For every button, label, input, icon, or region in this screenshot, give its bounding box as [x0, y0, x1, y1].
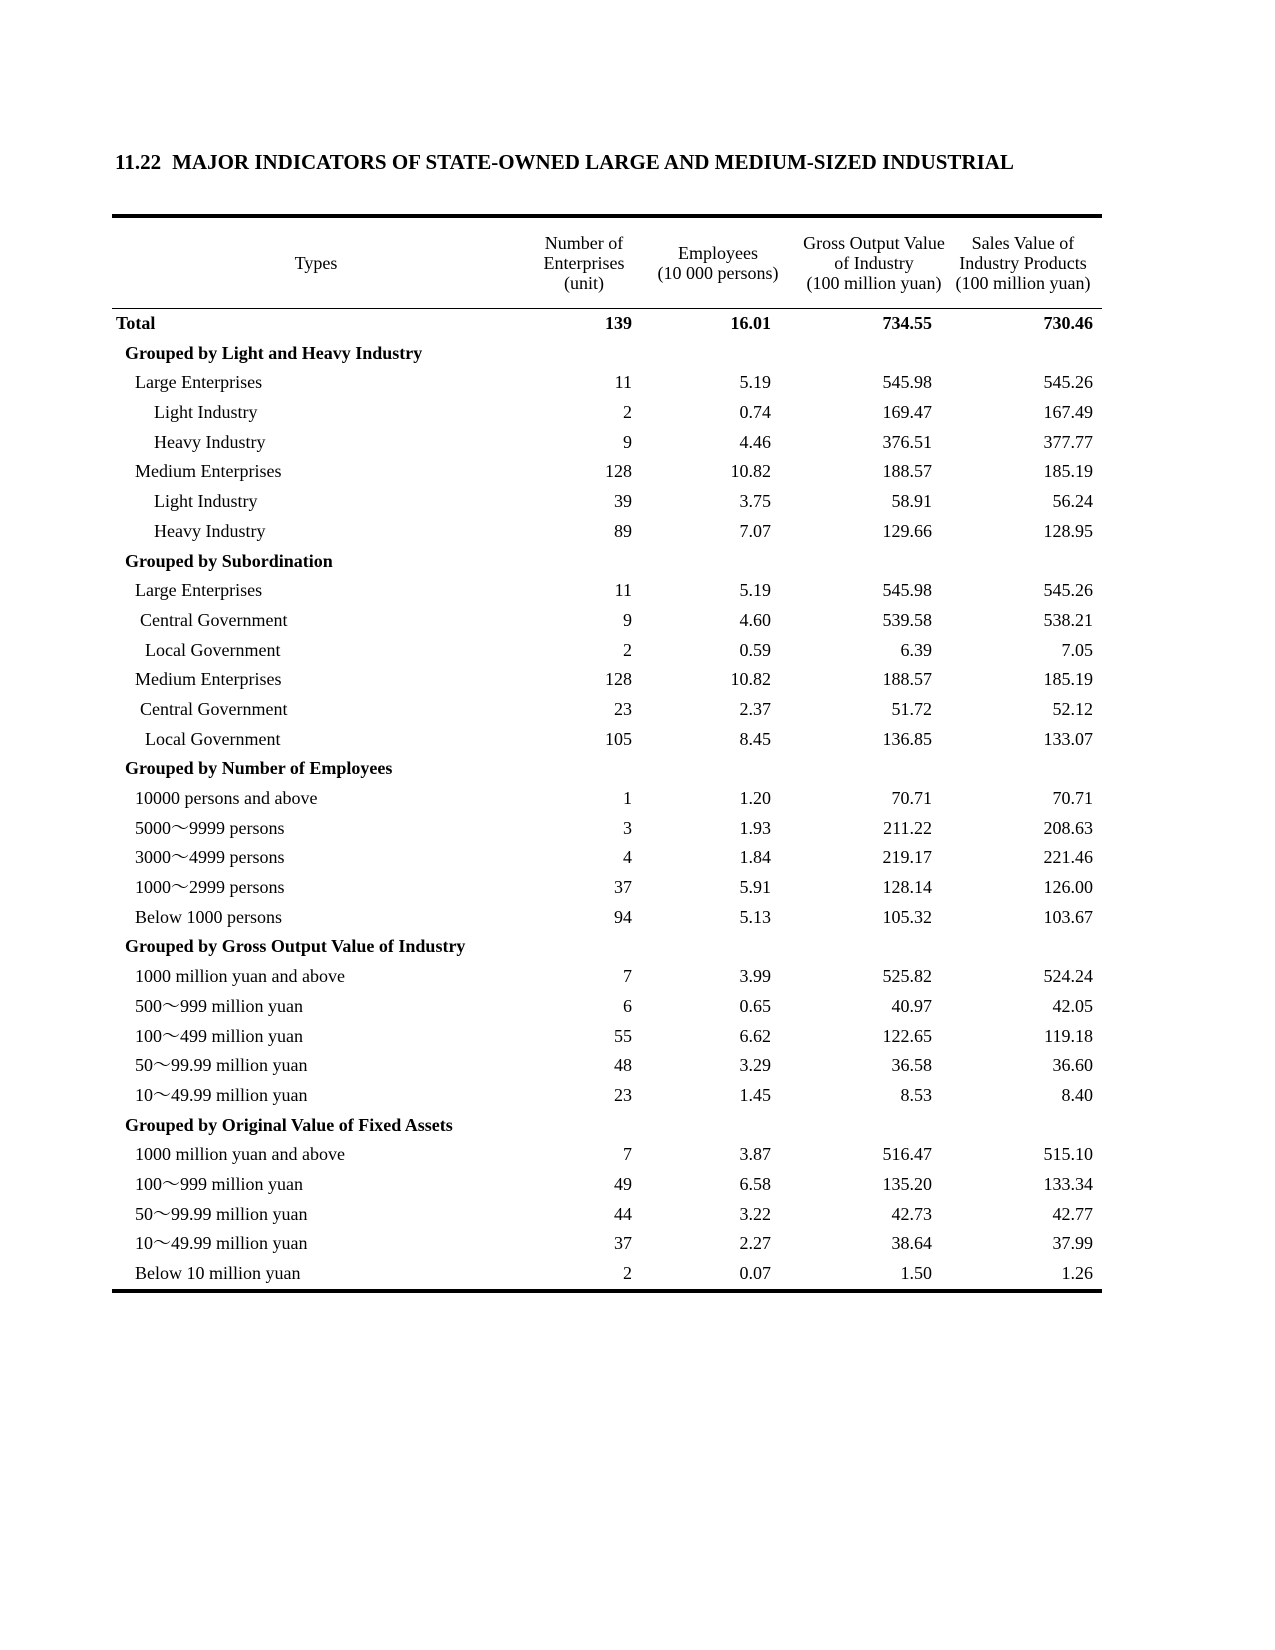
table-row	[112, 695, 1102, 725]
gross-output-value: 734.55	[882, 313, 932, 333]
row-label: Below 10 million yuan	[135, 1263, 301, 1283]
header-sales-value-line: Sales Value of	[971, 233, 1075, 253]
employees-value: 0.65	[739, 995, 771, 1016]
enterprises-value: 94	[614, 906, 632, 927]
header-employees-line: (10 000 persons)	[657, 263, 779, 283]
table-body	[112, 309, 1102, 1289]
row-label: Grouped by Number of Employees	[125, 758, 393, 779]
gross-output-value: 136.85	[882, 728, 932, 749]
sales-value: 56.24	[1052, 491, 1093, 512]
row-label: Central Government	[140, 609, 288, 630]
enterprises-value: 37	[614, 1233, 632, 1254]
table-row	[112, 1051, 1102, 1081]
sales-value: 1.26	[1061, 1263, 1093, 1283]
row-label: Large Enterprises	[135, 580, 263, 601]
table-row	[112, 1229, 1102, 1259]
enterprises-value: 23	[614, 698, 632, 719]
sales-value: 221.46	[1043, 847, 1093, 868]
employees-value: 10.82	[730, 669, 771, 690]
row-label: Local Government	[145, 728, 281, 749]
sales-value: 545.26	[1043, 580, 1093, 601]
row-label: 10～49.99 million yuan	[135, 1084, 308, 1105]
row-label: 3000～4999 persons	[135, 847, 285, 868]
sales-value: 185.19	[1043, 461, 1093, 482]
employees-value: 3.29	[739, 1055, 771, 1076]
enterprises-value: 9	[623, 609, 632, 630]
employees-value: 8.45	[739, 728, 771, 749]
gross-output-value: 6.39	[900, 639, 932, 660]
row-label: Medium Enterprises	[135, 461, 282, 482]
enterprises-value: 128	[605, 669, 632, 690]
header-enterprises-line: Number of	[544, 233, 624, 253]
table-number: 11.22	[115, 150, 162, 174]
table-row	[112, 873, 1102, 903]
gross-output-value: 545.98	[882, 372, 932, 393]
gross-output-value: 188.57	[882, 461, 932, 482]
gross-output-value: 70.71	[891, 788, 932, 808]
row-label: 1000 million yuan and above	[135, 1144, 345, 1165]
row-label: 10～49.99 million yuan	[135, 1233, 308, 1254]
header-sales-value-line: (100 million yuan)	[955, 273, 1091, 293]
sales-value: 185.19	[1043, 669, 1093, 690]
header-gross-output-line: Gross Output Value	[803, 233, 945, 253]
employees-value: 4.46	[739, 431, 771, 452]
enterprises-value: 1	[623, 788, 632, 808]
table-row	[112, 814, 1102, 844]
enterprises-value: 11	[614, 372, 632, 393]
gross-output-value: 38.64	[891, 1233, 932, 1254]
sales-value: 7.05	[1061, 639, 1093, 660]
employees-value: 2.27	[739, 1233, 771, 1254]
enterprises-value: 55	[614, 1025, 632, 1046]
table-title-text: MAJOR INDICATORS OF STATE-OWNED LARGE AND MEDIUM-SIZED INDUSTRIAL	[172, 150, 1014, 174]
sales-value: 103.67	[1043, 906, 1093, 927]
employees-value: 1.84	[739, 847, 771, 868]
employees-value: 6.58	[739, 1173, 771, 1194]
row-label: Heavy Industry	[154, 431, 266, 452]
sales-value: 133.07	[1043, 728, 1093, 749]
sales-value: 730.46	[1043, 313, 1093, 333]
sales-value: 515.10	[1043, 1144, 1093, 1165]
enterprises-value: 44	[614, 1203, 632, 1224]
gross-output-value: 211.22	[883, 817, 932, 838]
table-row	[112, 665, 1102, 695]
gross-output-value: 1.50	[900, 1263, 932, 1283]
employees-value: 5.19	[739, 372, 771, 393]
header-enterprises-line: Enterprises	[543, 253, 625, 273]
header-employees	[642, 218, 794, 308]
gross-output-value: 122.65	[882, 1025, 932, 1046]
employees-value: 3.75	[739, 491, 771, 512]
gross-output-value: 129.66	[882, 520, 932, 541]
table-row	[112, 576, 1102, 606]
employees-value: 0.74	[739, 402, 771, 423]
sales-value: 36.60	[1052, 1055, 1093, 1076]
gross-output-value: 36.58	[891, 1055, 932, 1076]
row-label: Grouped by Subordination	[125, 550, 333, 571]
enterprises-value: 48	[614, 1055, 632, 1076]
gross-output-value: 539.58	[882, 609, 932, 630]
table-row	[112, 962, 1102, 992]
indicator-table	[112, 214, 1102, 1293]
enterprises-value: 89	[614, 520, 632, 541]
enterprises-value: 2	[623, 639, 632, 660]
employees-value: 5.13	[739, 906, 771, 927]
row-label: Grouped by Original Value of Fixed Assets	[125, 1114, 453, 1135]
sales-value: 70.71	[1052, 788, 1093, 808]
employees-value: 0.59	[739, 639, 771, 660]
sales-value: 133.34	[1043, 1173, 1093, 1194]
gross-output-value: 135.20	[882, 1173, 932, 1194]
header-gross-output-line: of Industry	[834, 253, 914, 273]
employees-value: 5.19	[739, 580, 771, 601]
enterprises-value: 2	[623, 1263, 632, 1283]
row-label: Light Industry	[154, 402, 258, 423]
enterprises-value: 37	[614, 877, 632, 898]
table-row	[112, 487, 1102, 517]
row-label: Grouped by Gross Output Value of Industry	[125, 936, 466, 957]
table-row	[112, 457, 1102, 487]
table-row	[112, 1081, 1102, 1111]
table-row	[112, 1022, 1102, 1052]
row-label: 1000～2999 persons	[135, 877, 285, 898]
row-label: Light Industry	[154, 491, 258, 512]
enterprises-value: 9	[623, 431, 632, 452]
header-types	[112, 218, 520, 308]
row-label: 50～99.99 million yuan	[135, 1203, 308, 1224]
gross-output-value: 128.14	[882, 877, 932, 898]
gross-output-value: 8.53	[900, 1084, 932, 1105]
row-label: Local Government	[145, 639, 281, 660]
employees-value: 1.20	[739, 788, 771, 808]
enterprises-value: 2	[623, 402, 632, 423]
table-row	[112, 398, 1102, 428]
sales-value: 119.18	[1044, 1025, 1093, 1046]
gross-output-value: 40.97	[891, 995, 932, 1016]
gross-output-value: 105.32	[882, 906, 932, 927]
employees-value: 10.82	[730, 461, 771, 482]
row-label: Central Government	[140, 698, 288, 719]
row-label: Total	[116, 313, 156, 333]
enterprises-value: 3	[623, 817, 632, 838]
enterprises-value: 11	[614, 580, 632, 601]
employees-value: 1.45	[739, 1084, 771, 1105]
gross-output-value: 58.91	[891, 491, 932, 512]
row-label: 100～999 million yuan	[135, 1173, 303, 1194]
row-label: Grouped by Light and Heavy Industry	[125, 342, 423, 363]
sales-value: 52.12	[1052, 698, 1093, 719]
header-employees-line: Employees	[678, 243, 758, 263]
gross-output-value: 219.17	[882, 847, 932, 868]
employees-value: 0.07	[739, 1263, 771, 1283]
table-row	[112, 606, 1102, 636]
table-row	[112, 517, 1102, 547]
total-row	[112, 309, 1102, 339]
group-heading-row	[112, 339, 1102, 369]
sales-value: 128.95	[1043, 520, 1093, 541]
sales-value: 377.77	[1043, 431, 1093, 452]
table-row	[112, 843, 1102, 873]
page-title	[115, 150, 1014, 175]
sales-value: 524.24	[1043, 966, 1093, 987]
table-bottom-rule	[112, 1289, 1102, 1293]
header-sales-value-line: Industry Products	[959, 253, 1087, 273]
row-label: Heavy Industry	[154, 520, 266, 541]
sales-value: 208.63	[1043, 817, 1093, 838]
enterprises-value: 7	[623, 966, 632, 987]
table-row	[112, 1259, 1102, 1289]
sales-value: 538.21	[1043, 609, 1093, 630]
row-label: 10000 persons and above	[135, 788, 318, 808]
enterprises-value: 7	[623, 1144, 632, 1165]
employees-value: 4.60	[739, 609, 771, 630]
enterprises-value: 139	[605, 313, 632, 333]
header-sales-value	[940, 218, 1106, 308]
table-row	[112, 368, 1102, 398]
table-row	[112, 992, 1102, 1022]
sales-value: 126.00	[1043, 877, 1093, 898]
row-label: 50～99.99 million yuan	[135, 1055, 308, 1076]
row-label: Below 1000 persons	[135, 906, 282, 927]
table-row	[112, 725, 1102, 755]
row-label: 1000 million yuan and above	[135, 966, 345, 987]
gross-output-value: 42.73	[891, 1203, 932, 1224]
gross-output-value: 545.98	[882, 580, 932, 601]
employees-value: 6.62	[739, 1025, 771, 1046]
gross-output-value: 169.47	[882, 402, 932, 423]
table-row	[112, 636, 1102, 666]
enterprises-value: 105	[605, 728, 632, 749]
employees-value: 16.01	[730, 313, 771, 333]
employees-value: 3.22	[739, 1203, 771, 1224]
group-heading-row	[112, 1111, 1102, 1141]
gross-output-value: 376.51	[882, 431, 932, 452]
gross-output-value: 51.72	[891, 698, 932, 719]
employees-value: 1.93	[739, 817, 771, 838]
header-gross-output-line: (100 million yuan)	[806, 273, 942, 293]
group-heading-row	[112, 932, 1102, 962]
table-row	[112, 1200, 1102, 1230]
sales-value: 42.77	[1052, 1203, 1093, 1224]
table-row	[112, 1140, 1102, 1170]
gross-output-value: 516.47	[882, 1144, 932, 1165]
enterprises-value: 6	[623, 995, 632, 1016]
sales-value: 167.49	[1043, 402, 1093, 423]
employees-value: 3.99	[739, 966, 771, 987]
enterprises-value: 23	[614, 1084, 632, 1105]
table-header	[112, 218, 1102, 309]
table-row	[112, 784, 1102, 814]
sales-value: 545.26	[1043, 372, 1093, 393]
table-row	[112, 903, 1102, 933]
enterprises-value: 39	[614, 491, 632, 512]
sales-value: 42.05	[1052, 995, 1093, 1016]
employees-value: 5.91	[739, 877, 771, 898]
header-enterprises	[520, 218, 648, 308]
row-label: 5000～9999 persons	[135, 817, 285, 838]
sales-value: 37.99	[1052, 1233, 1093, 1254]
employees-value: 2.37	[739, 698, 771, 719]
sales-value: 8.40	[1061, 1084, 1093, 1105]
gross-output-value: 188.57	[882, 669, 932, 690]
row-label: 100～499 million yuan	[135, 1025, 303, 1046]
header-enterprises-line: (unit)	[563, 273, 604, 293]
header-types-label: Types	[294, 253, 338, 273]
enterprises-value: 128	[605, 461, 632, 482]
row-label: Large Enterprises	[135, 372, 263, 393]
row-label: Medium Enterprises	[135, 669, 282, 690]
group-heading-row	[112, 547, 1102, 577]
enterprises-value: 4	[623, 847, 632, 868]
employees-value: 3.87	[739, 1144, 771, 1165]
table-row	[112, 1170, 1102, 1200]
row-label: 500～999 million yuan	[135, 995, 303, 1016]
table-row	[112, 428, 1102, 458]
employees-value: 7.07	[739, 520, 771, 541]
group-heading-row	[112, 754, 1102, 784]
gross-output-value: 525.82	[882, 966, 932, 987]
enterprises-value: 49	[614, 1173, 632, 1194]
